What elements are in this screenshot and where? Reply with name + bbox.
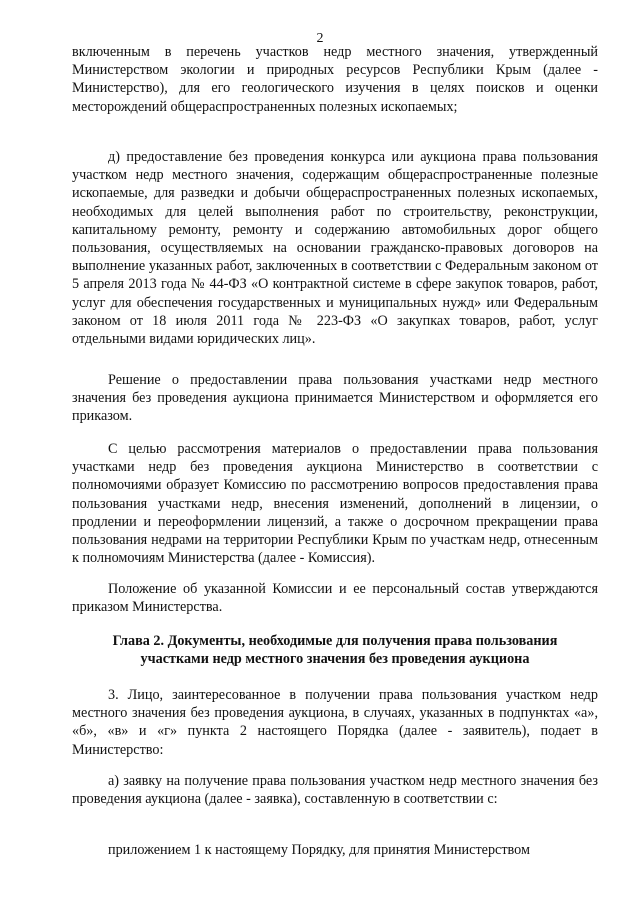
chapter-heading [72,632,598,668]
paragraph-decision: Решение о предоставлении права пользования участками недр местного значения без проведения аукциона принимается Министерством и оформляется его приказом. [72,372,598,425]
paragraph-3a-1: приложением 1 к настоящему Порядку, для принятия Министерством [108,842,530,858]
paragraph-item-d: д) предоставление без проведения конкурса или аукциона права пользования участком недр местного значения, содержащим общераспространенные полезные ископаемые, для разведки и добычи общераспространенных полезных ископаемых, необходимых для целей выполнения работ по строительству, реконструкции, капитальному ремонту, ремонту и содержанию автомобильных дорог общего пользования, осуществляемых на основании гражданско-правовых договоров на выполнение указанных работ, заключенных в соответствии с Федеральным законом от 5 апреля 2013 года № 44-ФЗ «О контрактной системе в сфере закупок товаров, работ, услуг для обеспечения государственных и муниципальных нужд» или Федеральным законом от 18 июля 2011 года № 223-ФЗ «О закупках товаров, работ, услуг отдельными видами юридических лиц». [72,149,598,348]
paragraph-3: 3. Лицо, заинтересованное в получении права пользования участком недр местного значения без проведения аукциона, в случаях, указанных в подпунктах «а», «б», «в» и «г» пункта 2 настоящего Порядка (далее - заявитель), подает в Министерство: [72,687,598,758]
page-number: 2 [316,31,324,46]
paragraph-3a: а) заявку на получение права пользования участком недр местного значения без проведения аукциона (далее - заявка), составленную в соответствии с: [72,773,598,808]
paragraph-commission: С целью рассмотрения материалов о предоставлении права пользования участками недр без проведения аукциона Министерство в соответствии с полномочиями образует Комиссию по рассмотрению вопросов предоставления права пользования участками недр, внесения изменений, дополнений в лицензии, о продлении и переоформлении лицензий, а также о досрочном прекращении права пользования недрами на территории Республики Крым по участкам недр, отнесенным к полномочиям Министерства (далее - Комиссия). [72,441,598,567]
paragraph-continuation: включенным в перечень участков недр местного значения, утвержденный Министерством экологии и природных ресурсов Республики Крым (далее - Министерство), для его геологического изучения в целях поисков и оценки месторождений общераспространенных полезных ископаемых; [72,44,598,115]
paragraph-regulation: Положение об указанной Комиссии и ее персональный состав утверждаются приказом Министерства. [72,581,598,616]
chapter-heading-line1: Глава 2. Документы, необходимые для получения права пользования [112,633,558,649]
chapter-heading-line2: участками недр местного значения без проведения аукциона [140,651,530,668]
